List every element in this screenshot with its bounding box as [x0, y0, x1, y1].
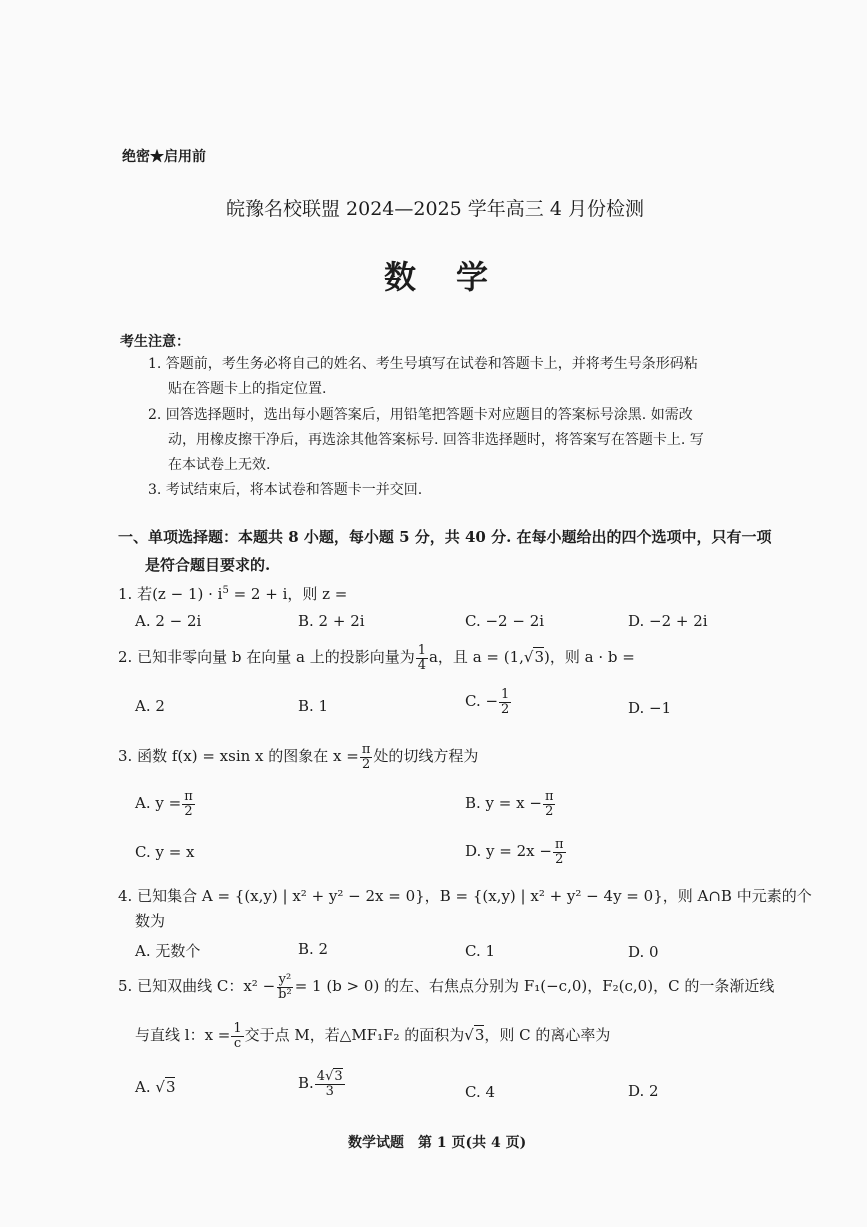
question-5-stem-cont: 与直线 l：x = $\frac{1}{c}$ 交于点 M，若△MF₁F₂ 的面积为√3，则 C 的离心率为	[135, 1021, 611, 1051]
q5-option-a: A. √3	[135, 1078, 176, 1096]
q5-option-d: D. 2	[628, 1082, 659, 1100]
q4-option-c: C. 1	[465, 942, 496, 960]
q5-option-c: C. 4	[465, 1083, 496, 1101]
section-heading: 一、单项选择题：本题共 8 小题，每小题 5 分，共 40 分. 在每小题给出的四个选项中，只有一项	[118, 528, 772, 546]
q3-option-a: A. y = $\frac{\pi}{2}$	[135, 789, 193, 819]
q2-option-c: C. − $\frac{1}{2}$	[465, 687, 510, 717]
page-footer: 数学试题 第 1 页(共 4 页)	[348, 1135, 527, 1151]
q2-option-a: A. 2	[135, 697, 165, 715]
question-5-stem: 5. 已知双曲线 C：x² − $\frac{\text{y²}}{\text{b²}}$ = 1 (b > 0) 的左、右焦点分别为 F₁(−c,0)，F₂(c,0)，C 的一条渐近线	[118, 972, 775, 1002]
q4-option-b: B. 2	[298, 940, 329, 958]
q2-option-b: B. 1	[298, 697, 329, 715]
notice-line-5: 在本试卷上无效.	[168, 457, 271, 473]
q2-option-d: D. −1	[628, 699, 672, 717]
confidential-mark: 绝密★启用前	[122, 149, 206, 165]
notice-line-1: 1. 答题前，考生务必将自己的姓名、考生号填写在试卷和答题卡上，并将考生号条形码粘	[148, 356, 698, 372]
question-2-stem: 2. 已知非零向量 b 在向量 a 上的投影向量为 $\frac{1}{4}$ a，且 a = (1,√3)，则 a · b =	[118, 643, 635, 673]
subject-title: 数 学	[384, 258, 493, 296]
exam-title: 皖豫名校联盟 2024—2025 学年高三 4 月份检测	[226, 198, 644, 220]
q3-option-c: C. y = x	[135, 843, 195, 861]
notice-title: 考生注意：	[120, 334, 190, 350]
q1-option-b: B. 2 + 2i	[298, 612, 365, 630]
notice-line-3: 2. 回答选择题时，选出每小题答案后，用铅笔把答题卡对应题目的答案标号涂黑. 如需改	[148, 407, 693, 423]
q1-option-c: C. −2 − 2i	[465, 612, 545, 630]
question-1-stem: 1. 若$(z - 1) \cdot i^5 = 2 + i$，则 z =	[118, 585, 348, 603]
q5-option-b: B. $\frac{4√3}{3}$	[298, 1069, 343, 1099]
question-3-stem: 3. 函数 f(x) = xsin x 的图象在 x = $\frac{\pi}{2}$ 处的切线方程为	[118, 742, 479, 772]
q4-option-d: D. 0	[628, 943, 659, 961]
q1-option-a: A. 2 − 2i	[135, 612, 202, 630]
notice-line-2: 贴在答题卡上的指定位置.	[168, 381, 327, 397]
q3-option-d: D. y = 2x − $\frac{\pi}{2}$	[465, 837, 564, 867]
question-4-stem-cont: 数为	[135, 912, 166, 930]
question-4-stem: 4. 已知集合 A = {(x,y) | x² + y² − 2x = 0}，B = {(x,y) | x² + y² − 4y = 0}，则 A∩B 中元素的个	[118, 887, 812, 905]
q1-option-d: D. −2 + 2i	[628, 612, 708, 630]
notice-line-4: 动，用橡皮擦干净后，再选涂其他答案标号. 回答非选择题时，将答案写在答题卡上. 写	[168, 432, 704, 448]
q3-option-b: B. y = x − $\frac{\pi}{2}$	[465, 789, 554, 819]
notice-line-6: 3. 考试结束后，将本试卷和答题卡一并交回.	[148, 482, 423, 498]
q4-option-a: A. 无数个	[135, 942, 201, 960]
section-heading-cont: 是符合题目要求的.	[145, 556, 271, 574]
